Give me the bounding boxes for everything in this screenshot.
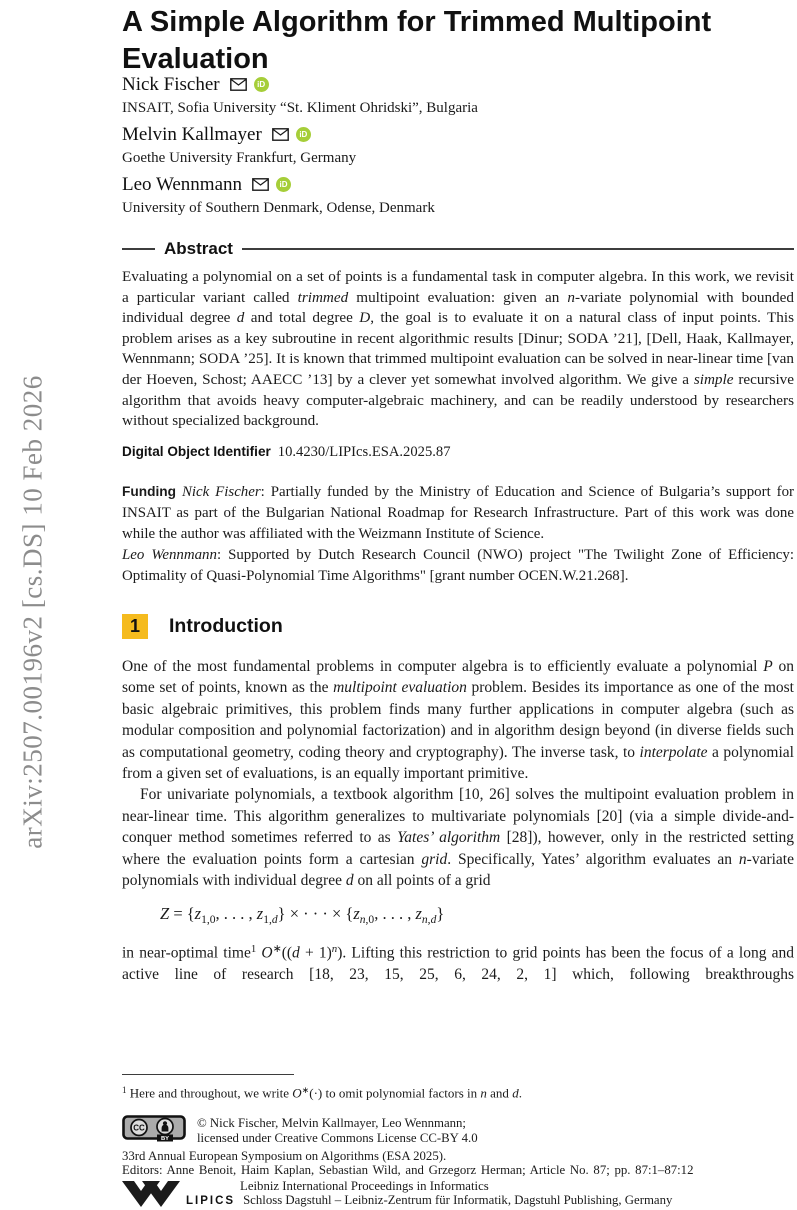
doi-label: Digital Object Identifier [122,444,271,459]
abstract-rule-right [242,248,794,250]
page-footer [122,1115,794,1209]
funding-paragraph-2: Leo Wennmann: Supported by Dutch Research Council (NWO) project "The Twilight Zone of Efficiency: Optimality of Quasi-Polynomial Time Algorithms" [grant number OCEN.W.21.268]. [122,547,794,584]
orcid-icon[interactable]: iD [276,177,291,192]
author-name: Leo Wennmann [122,173,243,195]
intro-paragraph-3: in near-optimal time$^1$ $O^∗((d + 1)^n)$. Lifting this restriction to grid points has been the focus of a long and active line of research [18, 23, 15, 25, 6, 24, 2, 1] which, following breakthroughs [122,943,794,984]
author-row [122,72,794,97]
paper-title [122,4,794,78]
author-affiliation: University of Southern Denmark, Odense, Denmark [122,200,435,216]
intro-paragraph-2: For univariate polynomials, a textbook algorithm [10, 26] solves the multipoint evaluation problem in near-linear time. This algorithm generalizes to multivariate polynomials [20] (via a simple divide-and-conquer method sometimes referred to as Yates’ algorithm [28]), however, only in the restricted setting where the evaluation points form a cartesian grid. Specifically, Yates’ algorithm evaluates an n-variate polynomials with individual degree d on all points of a grid [122,786,794,890]
mail-icon[interactable] [230,78,247,91]
publisher-line: Schloss Dagstuhl – Leibniz-Zentrum für Informatik, Dagstuhl Publishing, Germany [243,1193,673,1208]
section-title: Introduction [169,615,283,637]
title-line-2: Evaluation [122,43,269,75]
abstract-section [122,238,794,432]
funding-section [122,481,794,587]
publisher-row [186,1193,794,1209]
doi-line [122,444,794,461]
author-row [122,122,794,147]
arxiv-stamp: arXiv:2507.00196v2 [cs.DS] 10 Feb 2026 [17,375,48,849]
orcid-icon[interactable]: iD [254,77,269,92]
footnote-text: $^1$ Here and throughout, we write O∗(·) to omit polynomial factors in n and d. [122,1085,522,1101]
editors-line: Editors: Anne Benoit, Haim Kaplan, Sebastian Wild, and Grzegorz Herman; Article No. 87; pp. 87:1–87:12 [122,1163,694,1178]
series-line: Leibniz International Proceedings in Informatics [240,1178,489,1193]
conference-line: 33rd Annual European Symposium on Algorithms (ESA 2025). [122,1148,447,1163]
abstract-text: Evaluating a polynomial on a set of points is a fundamental task in computer algebra. In this work, we revisit a particular variant called trimmed multipoint evaluation: given an n-variate polynomial with bounded individual degree d and total degree D, the goal is to evaluate it on a natural class of input points. This problem arises as a key subroutine in recent algorithmic results [Dinur; SODA ’21], [Dell, Haak, Kallmayer, Wennmann; SODA ’25]. It is known that trimmed multipoint evaluation can be solved in near-linear time [van der Hoeven, Schost; AAECC ’13] by a clever yet somewhat involved algorithm. We give a simple recursive algorithm that avoids heavy computer-algebraic machinery, and can be readily understood by researchers without specialized background. [122,268,795,430]
authors-block [122,72,794,222]
cc-glyph: CC [133,1123,145,1133]
copyright-text [197,1115,478,1145]
cc-by-badge-icon[interactable] [122,1115,186,1146]
doi-value[interactable]: 10.4230/LIPIcs.ESA.2025.87 [277,444,451,460]
copyright-line-1: © Nick Fischer, Melvin Kallmayer, Leo Wennmann; [197,1116,466,1130]
equation: $Z = \{z_{1,0}$, . . . , $z_{1,d}$} × · · · × {$z_{n,0}$, . . . , $z_{n,d}$} [160,904,445,927]
author-name: Nick Fischer [122,73,220,95]
copyright-line-2: licensed under Creative Commons License CC-BY 4.0 [197,1130,478,1145]
abstract-heading-label: Abstract [164,239,233,258]
author-row [122,172,794,197]
section-heading [122,614,794,639]
abstract-rule-left [122,248,155,250]
mail-icon[interactable] [252,178,269,191]
introduction-section [122,614,794,986]
author-affiliation: INSAIT, Sofia University “St. Kliment Ohridski”, Bulgaria [122,100,478,116]
footnote-block [122,1074,794,1102]
abstract-heading [122,238,794,260]
lipics-logo-icon [122,1181,180,1210]
orcid-icon[interactable]: iD [296,127,311,142]
funding-paragraph-1: Funding Nick Fischer: Partially funded by the Ministry of Education and Science of Bulgaria’s support for INSAIT as part of the Bulgarian National Roadmap for Research Infrastructure. Part of this work was done while the author was affiliated with the Weizmann Institute of Science. [122,484,794,542]
lipics-wordmark: LIPICS [186,1195,236,1208]
by-glyph: BY [160,1136,170,1143]
author-name: Melvin Kallmayer [122,123,262,145]
title-line-1: A Simple Algorithm for Trimmed Multipoint [122,6,712,38]
section-number: 1 [122,614,148,639]
mail-icon[interactable] [272,128,289,141]
footnote-rule [122,1074,294,1075]
intro-paragraph-1: One of the most fundamental problems in computer algebra is to efficiently evaluate a polynomial P on some set of points, known as the multipoint evaluation problem. Besides its importance as one of the most basic algebraic primitives, this problem finds many further applications in computer algebra (such as modular composition and polynomial factorization) and in algorithm design beyond (in diverse fields such as computational geometry, coding theory and cryptography). The inverse task, to interpolate a polynomial from a given set of evaluations, is an equally important primitive. [122,658,794,783]
author-affiliation: Goethe University Frankfurt, Germany [122,150,357,166]
